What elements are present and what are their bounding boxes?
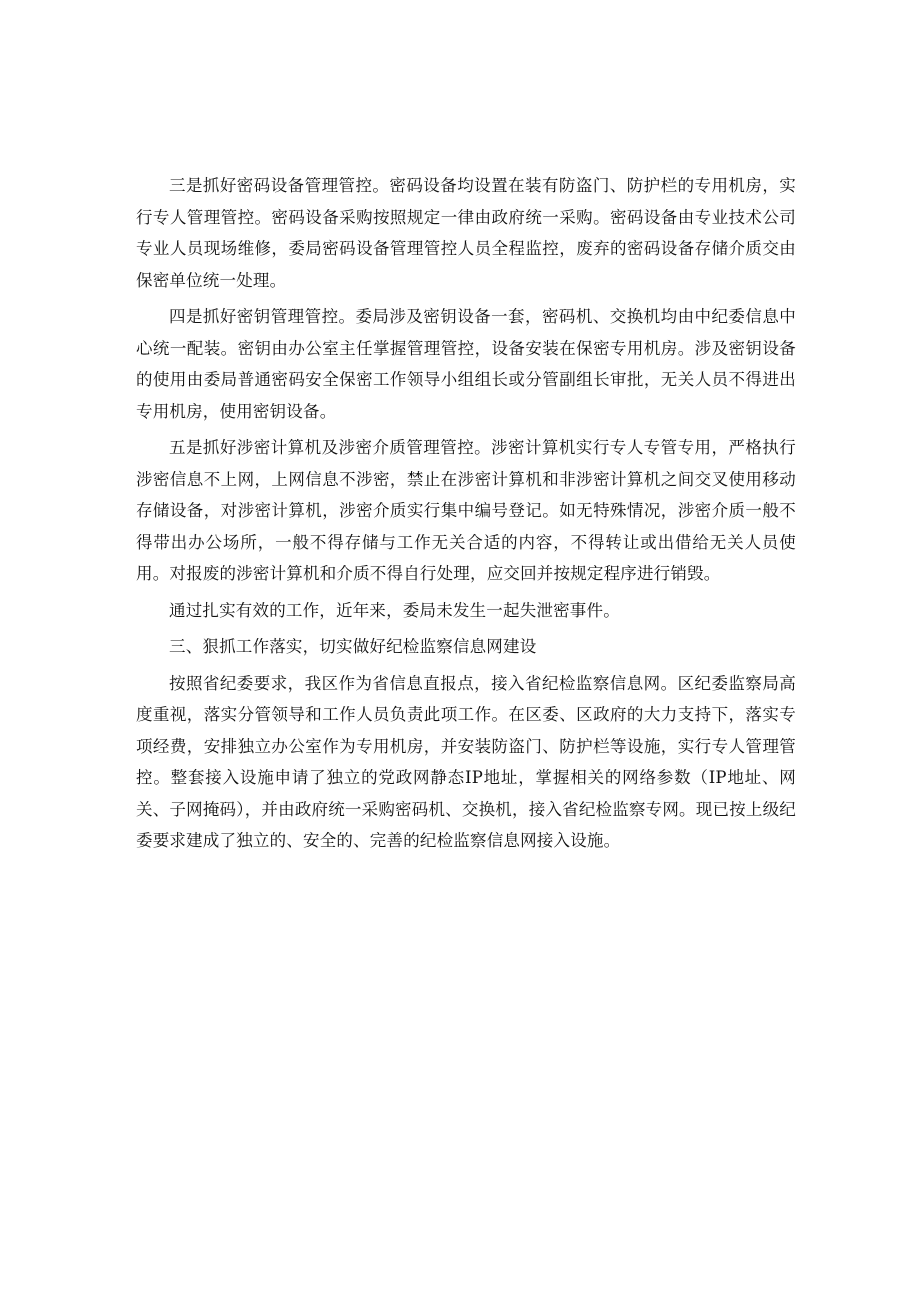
paragraph-crypto-equipment: 三是抓好密码设备管理管控。密码设备均设置在装有防盗门、防护栏的专用机房，实行专人管理管控。密码设备采购按照规定一律由政府统一采购。密码设备由专业技术公司专业人员现场维修，委局密码设备管理管控人员全程监控，废弃的密码设备存储介质交由保密单位统一处理。 <box>136 176 796 290</box>
paragraph-key-management: 四是抓好密钥管理管控。委局涉及密钥设备一套，密码机、交换机均由中纪委信息中心统一配装。密钥由办公室主任掌握管理管控，设备安装在保密专用机房。涉及密钥设备的使用由委局普通密码安全保密工作领导小组组长或分管副组长审批，无关人员不得进出专用机房，使用密钥设备。 <box>136 307 796 421</box>
paragraph-no-leak-summary: 通过扎实有效的工作，近年来，委局未发生一起失泄密事件。 <box>169 600 620 620</box>
paragraph-network-construction: 按照省纪委要求，我区作为省信息直报点，接入省纪检监察信息网。区纪委监察局高度重视，落实分管领导和工作人员负责此项工作。在区委、区政府的大力支持下，落实专项经费，安排独立办公室作为专用机房，并安装防盗门、防护栏等设施，实行专人管理管控。整套接入设施申请了独立的党政网静态IP地址，掌握相关的网络参数（IP地址、网关、子网掩码），并由政府统一采购密码机、交换机，接入省纪检监察专网。现已按上级纪委要求建成了独立的、安全的、完善的纪检监察信息网接入设施。 <box>136 673 796 850</box>
paragraph-classified-computers: 五是抓好涉密计算机及涉密介质管理管控。涉密计算机实行专人专管专用，严格执行涉密信息不上网，上网信息不涉密，禁止在涉密计算机和非涉密计算机之间交叉使用移动存储设备，对涉密计算机，涉密介质实行集中编号登记。如无特殊情况，涉密介质一般不得带出办公场所，一般不得存储与工作无关合适的内容，不得转让或出借给无关人员使用。对报废的涉密计算机和介质不得自行处理，应交回并按规定程序进行销毁。 <box>136 438 796 583</box>
section-heading-network: 三、狠抓工作落实，切实做好纪检监察信息网建设 <box>169 637 537 656</box>
document-body <box>136 170 796 862</box>
